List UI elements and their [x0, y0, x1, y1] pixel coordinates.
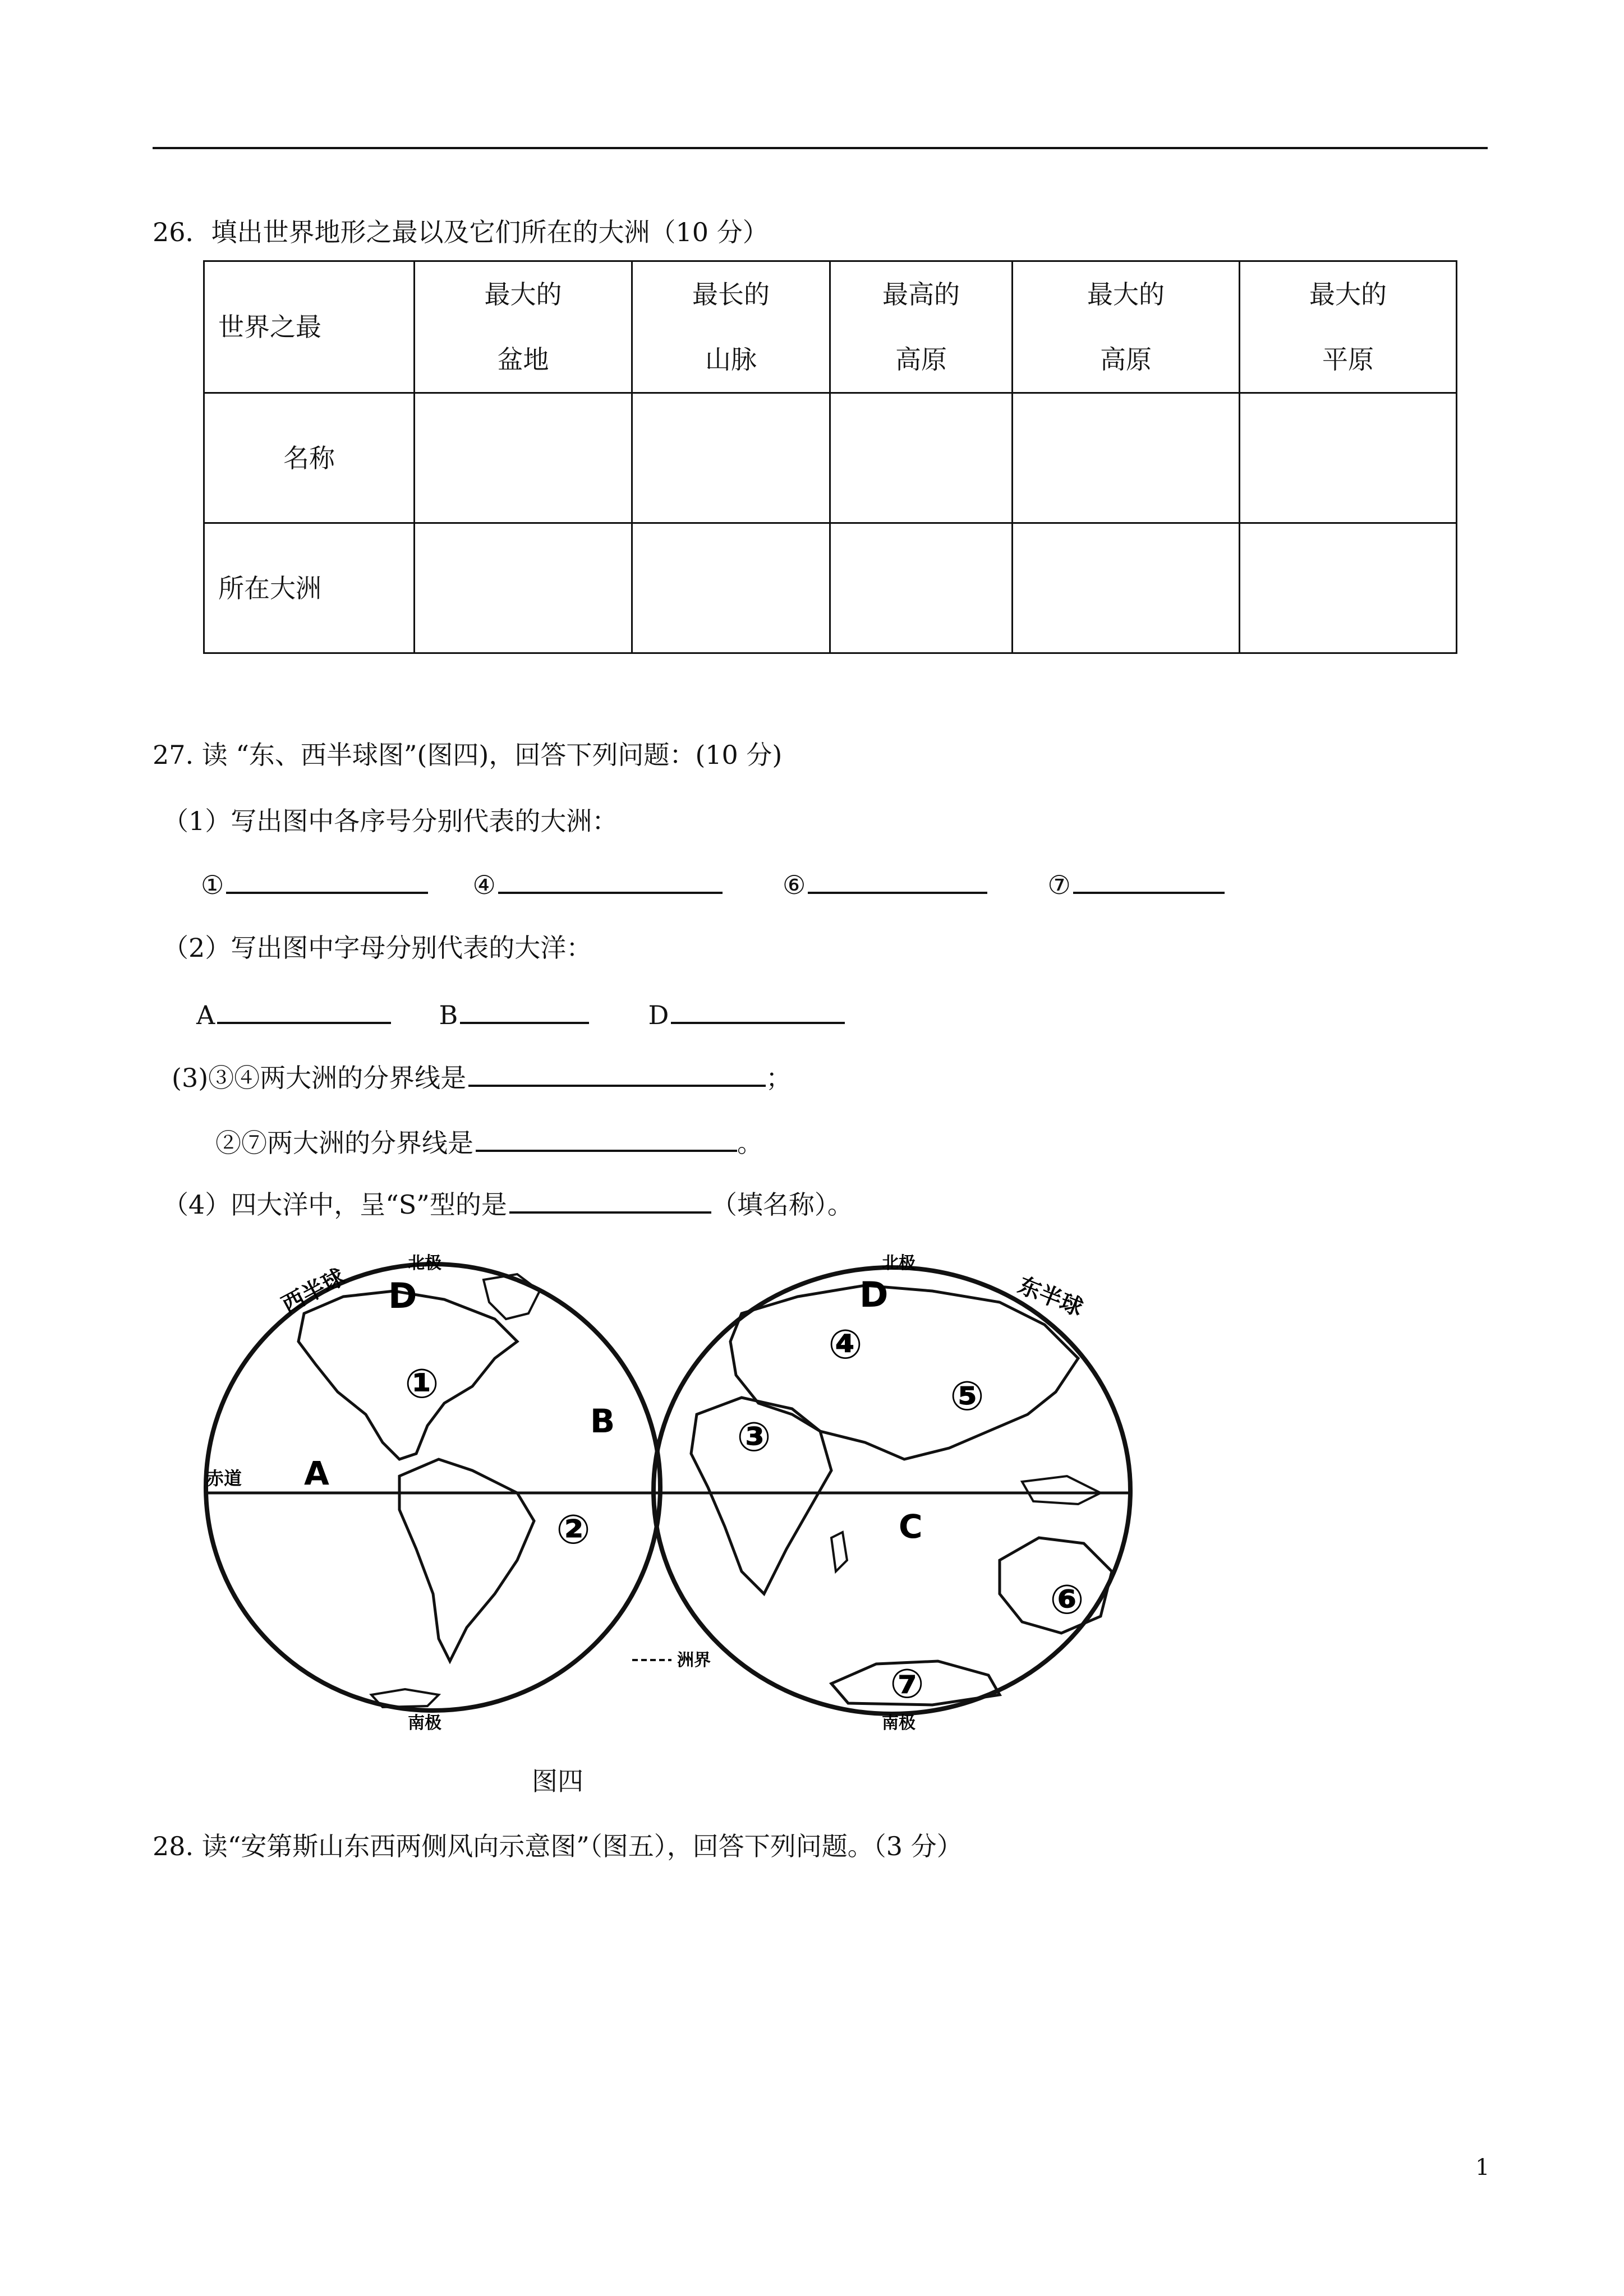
ocean-letter-d-east: D [859, 1274, 889, 1315]
ocean-letter-d-west: D [388, 1275, 417, 1316]
answer-cell[interactable] [1240, 523, 1457, 653]
q27-part2: （2）写出图中字母分别代表的大洋： [163, 933, 592, 963]
q27-title: 27. 读 “东、西半球图”(图四)，回答下列问题：(10 分) [153, 740, 783, 770]
figure-caption: 图四 [532, 1766, 583, 1796]
continent-number-6: ⑥ [1050, 1576, 1084, 1623]
q27-part3b: ②⑦两大洲的分界线是 。 [215, 1122, 763, 1160]
answer-blank-boundary-34[interactable] [468, 1057, 766, 1087]
hemisphere-map [203, 1246, 1157, 1740]
answer-cell[interactable] [830, 523, 1013, 653]
column-header: 最大的 盆地 [415, 261, 632, 393]
answer-cell[interactable] [1240, 393, 1457, 523]
north-pole-label-west: 北极 [408, 1253, 441, 1273]
column-header: 最长的 山脉 [632, 261, 830, 393]
answer-blank-boundary-27[interactable] [476, 1122, 737, 1152]
column-header: 最高的 高原 [830, 261, 1013, 393]
continent-number-2: ② [556, 1506, 591, 1553]
eurasia-shape [730, 1285, 1078, 1459]
q28-title: 28. 读“安第斯山东西两侧风向示意图”（图五），回答下列问题。（3 分） [153, 1831, 963, 1861]
answer-blank-a[interactable] [217, 994, 391, 1024]
q27-part3a: (3)③④两大洲的分界线是 ； [172, 1057, 792, 1095]
answer-cell[interactable] [830, 393, 1013, 523]
continent-number-1: ① [404, 1360, 439, 1407]
column-header: 最大的 高原 [1013, 261, 1240, 393]
equator-label: 赤道 [206, 1468, 242, 1489]
south-pole-label-east: 南极 [882, 1713, 915, 1733]
west-hemisphere-label: 西半球 [278, 1264, 349, 1318]
header-rule [153, 147, 1488, 149]
madagascar-shape [831, 1532, 847, 1571]
q26-title: 26．填出世界地形之最以及它们所在的大洲（10 分） [153, 217, 769, 247]
greenland-shape [484, 1274, 540, 1319]
ocean-letter-c: C [899, 1507, 923, 1546]
answer-blank-s-ocean[interactable] [509, 1183, 711, 1214]
q27-part1: （1）写出图中各序号分别代表的大洲： [163, 806, 618, 836]
answer-cell[interactable] [632, 523, 830, 653]
boundary-legend-label: 洲界 [677, 1650, 711, 1670]
answer-blank-6[interactable] [808, 864, 987, 894]
answer-blank-1[interactable] [226, 864, 428, 894]
answer-cell[interactable] [632, 393, 830, 523]
row-label-name: 名称 [204, 393, 415, 523]
answer-cell[interactable] [1013, 523, 1240, 653]
continent-number-7: ⑦ [890, 1660, 924, 1707]
column-header: 最大的 平原 [1240, 261, 1457, 393]
north-pole-label-east: 北极 [882, 1253, 915, 1273]
answer-blank-d[interactable] [671, 994, 845, 1024]
answer-blank-4[interactable] [498, 864, 723, 894]
ocean-letter-a: A [304, 1454, 329, 1492]
antarctica-west-shape [371, 1689, 439, 1707]
q27-part2-answers: A B D [196, 994, 845, 1030]
eastern-hemisphere-outline [654, 1267, 1130, 1714]
q27-part1-answers: ① ④ ⑥ ⑦ [201, 864, 1225, 900]
south-pole-label-west: 南极 [408, 1713, 441, 1733]
q27-part4: （4）四大洋中，呈“S”型的是 （填名称）。 [163, 1183, 853, 1221]
se-asia-islands-shape [1022, 1476, 1101, 1504]
ocean-letter-b: B [590, 1402, 615, 1440]
answer-blank-b[interactable] [460, 994, 589, 1024]
south-america-shape [399, 1459, 534, 1661]
row-label-continent: 所在大洲 [204, 523, 415, 653]
answer-cell[interactable] [415, 523, 632, 653]
western-hemisphere-outline [206, 1264, 660, 1711]
header-label-cell [204, 261, 415, 393]
page-number: 1 [1475, 2155, 1490, 2180]
east-hemisphere-label: 东半球 [1014, 1272, 1087, 1322]
answer-blank-7[interactable] [1073, 864, 1225, 894]
header-label: 世界之最 [218, 312, 321, 342]
landform-table [203, 260, 1457, 654]
answer-cell[interactable] [1013, 393, 1240, 523]
continent-number-5: ⑤ [950, 1372, 984, 1419]
answer-cell[interactable] [415, 393, 632, 523]
continent-number-4: ④ [828, 1321, 863, 1368]
continent-number-3: ③ [737, 1413, 771, 1460]
